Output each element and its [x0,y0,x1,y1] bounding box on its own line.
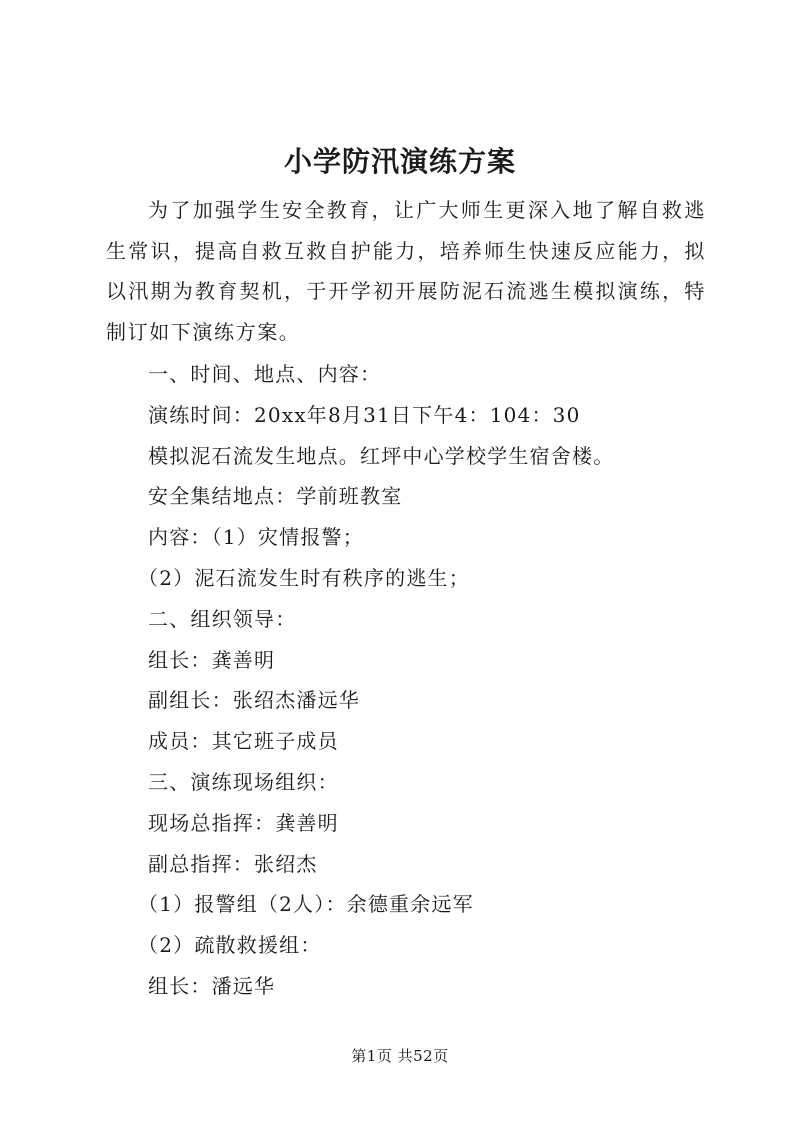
content-item-2-line: （2）泥石流发生时有秩序的逃生； [138,565,470,590]
drill-time-line: 演练时间：20xx年8月31日下午4：104：30 [148,402,581,427]
members-line: 成员：其它班子成员 [148,729,339,754]
intro-paragraph: 为了加强学生安全教育，让广大师生更深入地了解自救逃生常识，提高自救互救自护能力，培养师生快速反应能力，拟以汛期为教育契机，于开学初开展防泥石流逃生模拟演练，特制订如下演练方案。 [106,198,706,344]
document-title: 小学防汛演练方案 [283,145,516,178]
leader-line: 组长：龚善明 [148,647,276,672]
deputy-commander-line: 副总指挥：张绍杰 [148,851,318,876]
section-heading-onsite-organization: 三、演练现场组织： [148,769,339,794]
alarm-group-line: （1）报警组（2人）：余德重余远军 [138,892,474,917]
content-item-1-line: 内容：（1）灾情报警； [148,525,364,550]
group-leader-line: 组长：潘远华 [148,973,276,998]
evacuation-rescue-group-line: （2）疏散救援组： [138,933,322,958]
assembly-point-line: 安全集结地点：学前班教室 [148,484,403,509]
chief-commander-line: 现场总指挥：龚善明 [148,810,339,835]
deputy-leader-line: 副组长：张绍杰潘远华 [148,688,360,713]
page-footer: 第1页 共52页 [351,1047,449,1065]
drill-location-line: 模拟泥石流发生地点。红坪中心学校学生宿舍楼。 [148,443,615,468]
section-heading-time-place-content: 一、时间、地点、内容： [148,362,382,386]
plan-body [138,354,748,1007]
section-heading-leadership: 二、组织领导： [148,606,297,631]
